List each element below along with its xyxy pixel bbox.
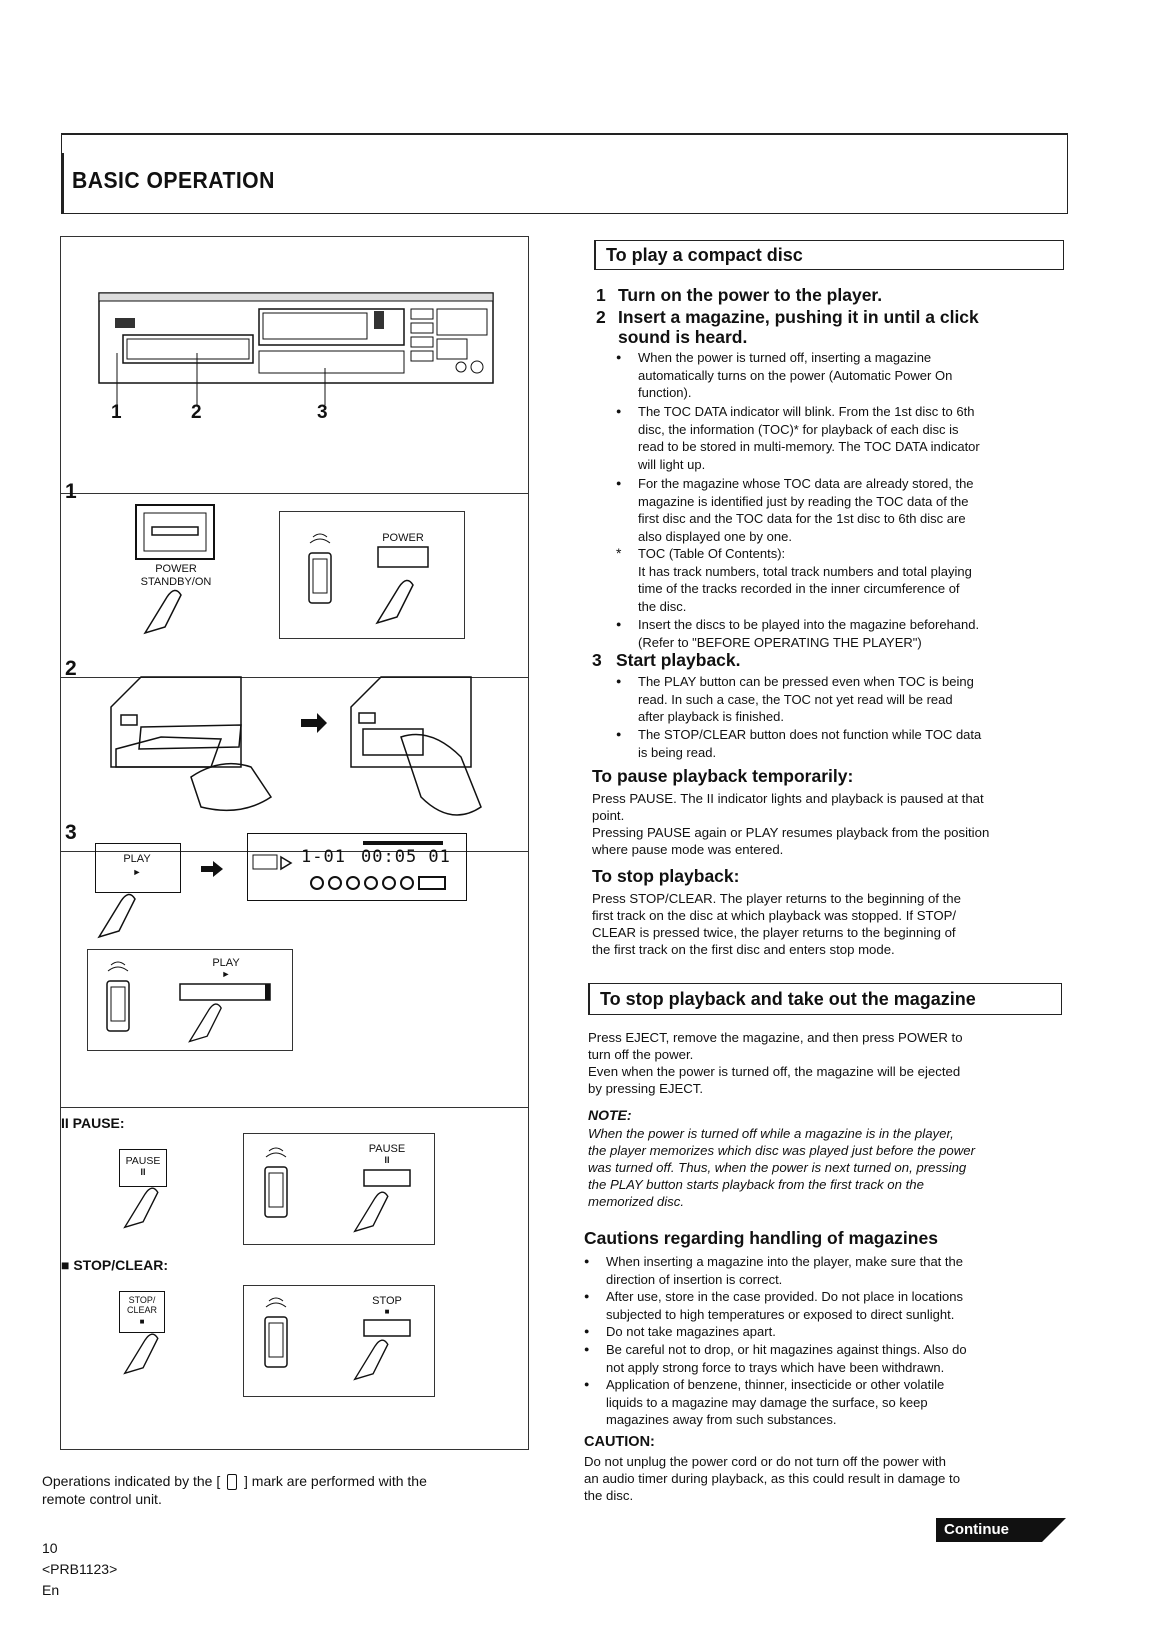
magazine-insert-illustration [101,667,511,827]
stop-playback-text: Press STOP/CLEAR. The player returns to the beginning of the first track on the disc at which playback was stopped. If STOP/ CLEAR is pressed twice, the player returns to the beginning of the first track on the first disc and enters stop mode. [592,891,961,957]
caution-insertion-direction: ● When inserting a magazine into the player, make sure that the direction of insertion is correct. [606,1253,1064,1288]
caution-text: Do not unplug the power cord or do not turn off the power with an audio timer during playback, as this could result in damage to the disc. [584,1454,961,1503]
page-title: BASIC OPERATION [72,167,275,193]
toc-footnote: * TOC (Table Of Contents): It has track numbers, total track numbers and total playing time of the tracks recorded in the inner circumference of the disc. [638,545,1064,615]
remote-play-symbol: ► [221,969,231,979]
remote-power-label: POWER [382,532,424,544]
step-3-title: Start playback. [616,650,741,670]
remote-control-icon [263,1297,289,1369]
pause-button-label: PAUSE [125,1155,161,1167]
remote-stop-label: STOP [372,1295,402,1307]
figure-step-2-number: 2 [65,657,77,680]
remote-pause-key [363,1169,411,1187]
finger-press-icon [121,1185,167,1231]
pause-heading: II PAUSE: [61,1115,125,1131]
remote-control-icon [307,533,333,605]
remote-mark-icon [227,1474,237,1490]
bullet-insert-discs: ● Insert the discs to be played into the magazine beforehand. (Refer to "BEFORE OPERATING THE PLAYER") [638,616,1064,651]
pause-playback-heading: To pause playback temporarily: [592,766,854,786]
note-heading: NOTE: [588,1107,632,1123]
remote-pause-label: PAUSE [368,1143,406,1155]
arrow-right-icon [201,861,225,877]
continue-label: Continue [936,1518,1042,1542]
player-front-illustration [99,293,493,393]
overview-label-1: 1 [111,402,122,423]
document-code: <PRB1123> [42,1561,118,1577]
stop-clear-button-label: STOP/ CLEAR [126,1295,157,1315]
bullet-auto-power: ● When the power is turned off, inserting a magazine automatically turns on the power (Automatic Power On function). [638,349,1064,402]
remote-play-key [179,983,271,1001]
bullet-toc-stored: ● For the magazine whose TOC data are already stored, the magazine is identified just by reading the TOC data of the first disc and the TOC data for the 1st disc to 6th disc are also displayed one by one. [638,475,1064,545]
caution-heading: CAUTION: [584,1434,655,1450]
language-code: En [42,1582,60,1598]
caution-chemicals: ● Application of benzene, thinner, insecticide or other volatile liquids to a magazine may damage the surface, so keep magazines away from such substances. [606,1376,1064,1429]
caution-handling: ● Be careful not to drop, or hit magazines against things. Also do not apply strong force to trays which have been withdrawn. [606,1341,1064,1376]
figure-step-1-number: 1 [65,480,77,503]
remote-play-label: PLAY [212,957,240,969]
remote-stop-key [363,1319,411,1337]
step-1-title: Turn on the power to the player. [618,285,883,305]
stop-clear-symbol: ■ [139,1317,145,1326]
eject-text: Press EJECT, remove the magazine, and then press POWER to turn off the power. Even when the power is turned off, the magazine will be ejected by pressing EJECT. [588,1030,963,1096]
play-symbol: ► [132,867,142,877]
play-button-label: PLAY [123,853,151,865]
bullet-stop-during-toc: ● The STOP/CLEAR button does not function while TOC data is being read. [638,726,1064,761]
play-section-heading: To play a compact disc [594,240,1064,270]
display-track: 1-01 [301,847,346,867]
finger-press-icon [351,1189,397,1235]
display-time: 00:05 01 [361,847,451,867]
finger-press-icon [373,577,423,627]
stop-heading: ■ STOP/CLEAR: [61,1257,168,1273]
remote-note: Operations indicated by the [ ] mark are performed with the remote control unit. [42,1473,427,1508]
pause-playback-text: Press PAUSE. The II indicator lights and playback is paused at that point. Pressing PAUSE again or PLAY resumes playback from the position where pause mode was entered. [592,791,990,857]
bullet-toc-blink: ● The TOC DATA indicator will blink. From the 1st disc to 6th disc, the information (TOC)* for playback of each disc is read to be stored in multi-memory. The TOC DATA indicator will light up. [638,403,1064,473]
finger-press-icon [95,891,145,941]
power-standby-label: POWER STANDBY/ON [140,563,212,588]
pause-button-symbol: II [140,1167,146,1177]
finger-press-icon [351,1337,397,1383]
step-3-number: 3 [592,650,602,670]
remote-stop-symbol: ■ [384,1307,390,1316]
remote-control-icon [263,1147,289,1219]
finger-press-icon [185,1001,231,1045]
remote-power-key [377,546,429,568]
page-number: 10 [42,1540,58,1556]
figure-step-3-number: 3 [65,821,77,844]
cautions-heading: Cautions regarding handling of magazines [584,1228,938,1248]
step-2-number: 2 [596,307,606,327]
overview-label-2: 2 [191,402,202,423]
note-text: When the power is turned off while a magazine is in the player, the player memorizes which disc was played just before the power was turned off. Thus, when the power is next turned on, pressing the PLAY button starts playback from the first track on the memorized disc. [588,1126,976,1209]
eject-section-heading: To stop playback and take out the magazine [588,983,1062,1015]
overview-label-3: 3 [317,402,328,423]
stop-playback-heading: To stop playback: [592,866,740,886]
remote-control-icon [105,961,131,1033]
finger-press-icon [121,1331,167,1377]
power-button-icon [136,505,216,561]
step-2-title: Insert a magazine, pushing it in until a click sound is heard. [618,307,979,347]
caution-storage: ● After use, store in the case provided. Do not place in locations subjected to high temperatures or exposed to direct sunlight. [606,1288,1064,1323]
step-1-number: 1 [596,285,606,305]
remote-pause-symbol: II [384,1155,390,1165]
bullet-play-during-toc: ● The PLAY button can be pressed even when TOC is being read. In such a case, the TOC not yet read will be read after playback is finished. [638,673,1064,726]
caution-no-disassembly: ● Do not take magazines apart. [606,1323,1064,1341]
figure-panel [60,236,529,1450]
finger-press-icon [141,587,191,637]
